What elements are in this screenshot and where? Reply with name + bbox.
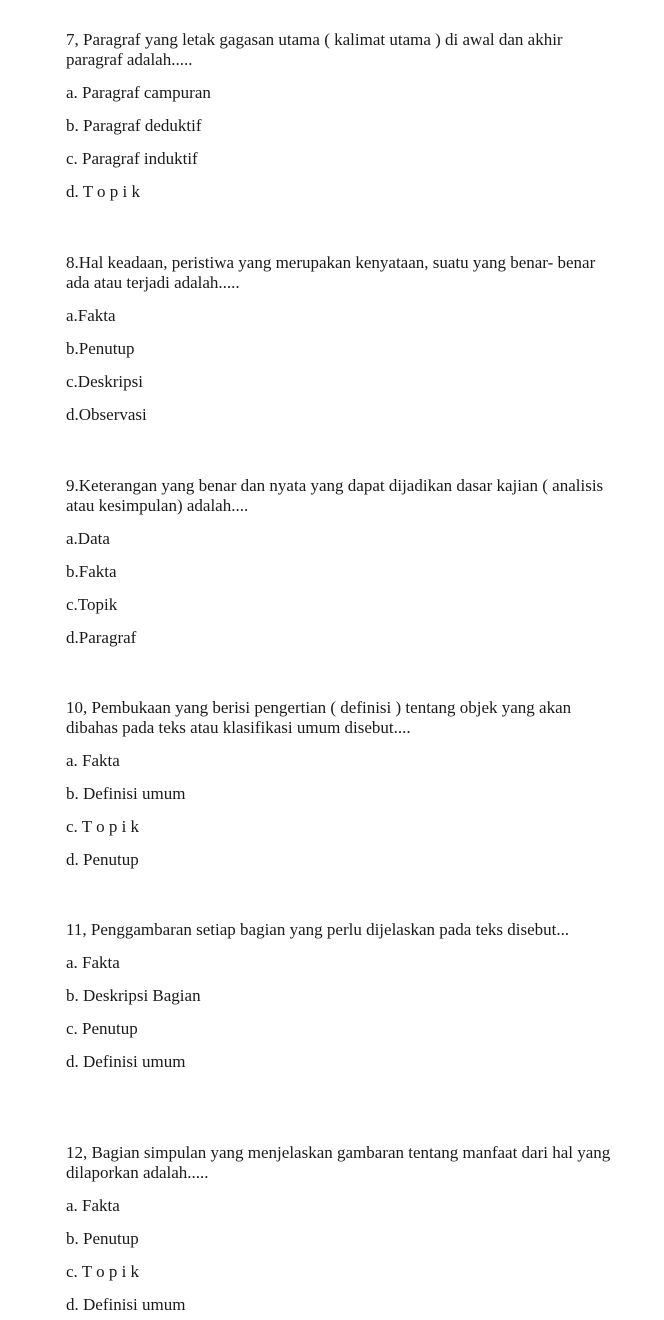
question-11	[66, 920, 626, 1072]
option-a: a.Fakta	[66, 306, 116, 325]
option-c: c. Paragraf induktif	[66, 149, 198, 168]
question-12	[66, 1143, 626, 1315]
option-b: b. Paragraf deduktif	[66, 116, 202, 135]
question-8	[66, 253, 626, 425]
option-c: c. T o p i k	[66, 817, 140, 836]
question-text: 10, Pembukaan yang berisi pengertian ( definisi ) tentang objek yang akan dibahas pada teks atau klasifikasi umum disebut....	[66, 698, 572, 737]
option-c: c.Topik	[66, 595, 118, 614]
question-9	[66, 476, 626, 648]
option-a: a. Fakta	[66, 1196, 120, 1215]
option-a: a. Paragraf campuran	[66, 83, 211, 102]
option-c: c. Penutup	[66, 1019, 138, 1038]
question-text: 12, Bagian simpulan yang menjelaskan gambaran tentang manfaat dari hal yang dilaporkan adalah.....	[66, 1143, 611, 1182]
option-b: b. Penutup	[66, 1229, 139, 1248]
question-10	[66, 698, 626, 870]
option-d: d. Definisi umum	[66, 1295, 186, 1314]
option-d: d. Definisi umum	[66, 1052, 186, 1071]
option-d: d. Penutup	[66, 850, 139, 869]
option-d: d. T o p i k	[66, 182, 140, 201]
option-a: a.Data	[66, 529, 110, 548]
question-7	[66, 30, 626, 202]
option-a: a. Fakta	[66, 751, 120, 770]
question-text: 9.Keterangan yang benar dan nyata yang dapat dijadikan dasar kajian ( analisis atau kesimpulan) adalah....	[66, 476, 604, 515]
option-a: a. Fakta	[66, 953, 120, 972]
option-b: b. Definisi umum	[66, 784, 186, 803]
option-c: c. T o p i k	[66, 1262, 140, 1281]
option-d: d.Observasi	[66, 405, 147, 424]
option-d: d.Paragraf	[66, 628, 137, 647]
question-text: 11, Penggambaran setiap bagian yang perlu dijelaskan pada teks disebut...	[66, 920, 570, 939]
option-b: b.Fakta	[66, 562, 117, 581]
option-c: c.Deskripsi	[66, 372, 143, 391]
question-text: 8.Hal keadaan, peristiwa yang merupakan kenyataan, suatu yang benar- benar ada atau terjadi adalah.....	[66, 253, 596, 292]
option-b: b. Deskripsi Bagian	[66, 986, 201, 1005]
question-text: 7, Paragraf yang letak gagasan utama ( kalimat utama ) di awal dan akhir paragraf adalah.....	[66, 30, 563, 69]
option-b: b.Penutup	[66, 339, 135, 358]
